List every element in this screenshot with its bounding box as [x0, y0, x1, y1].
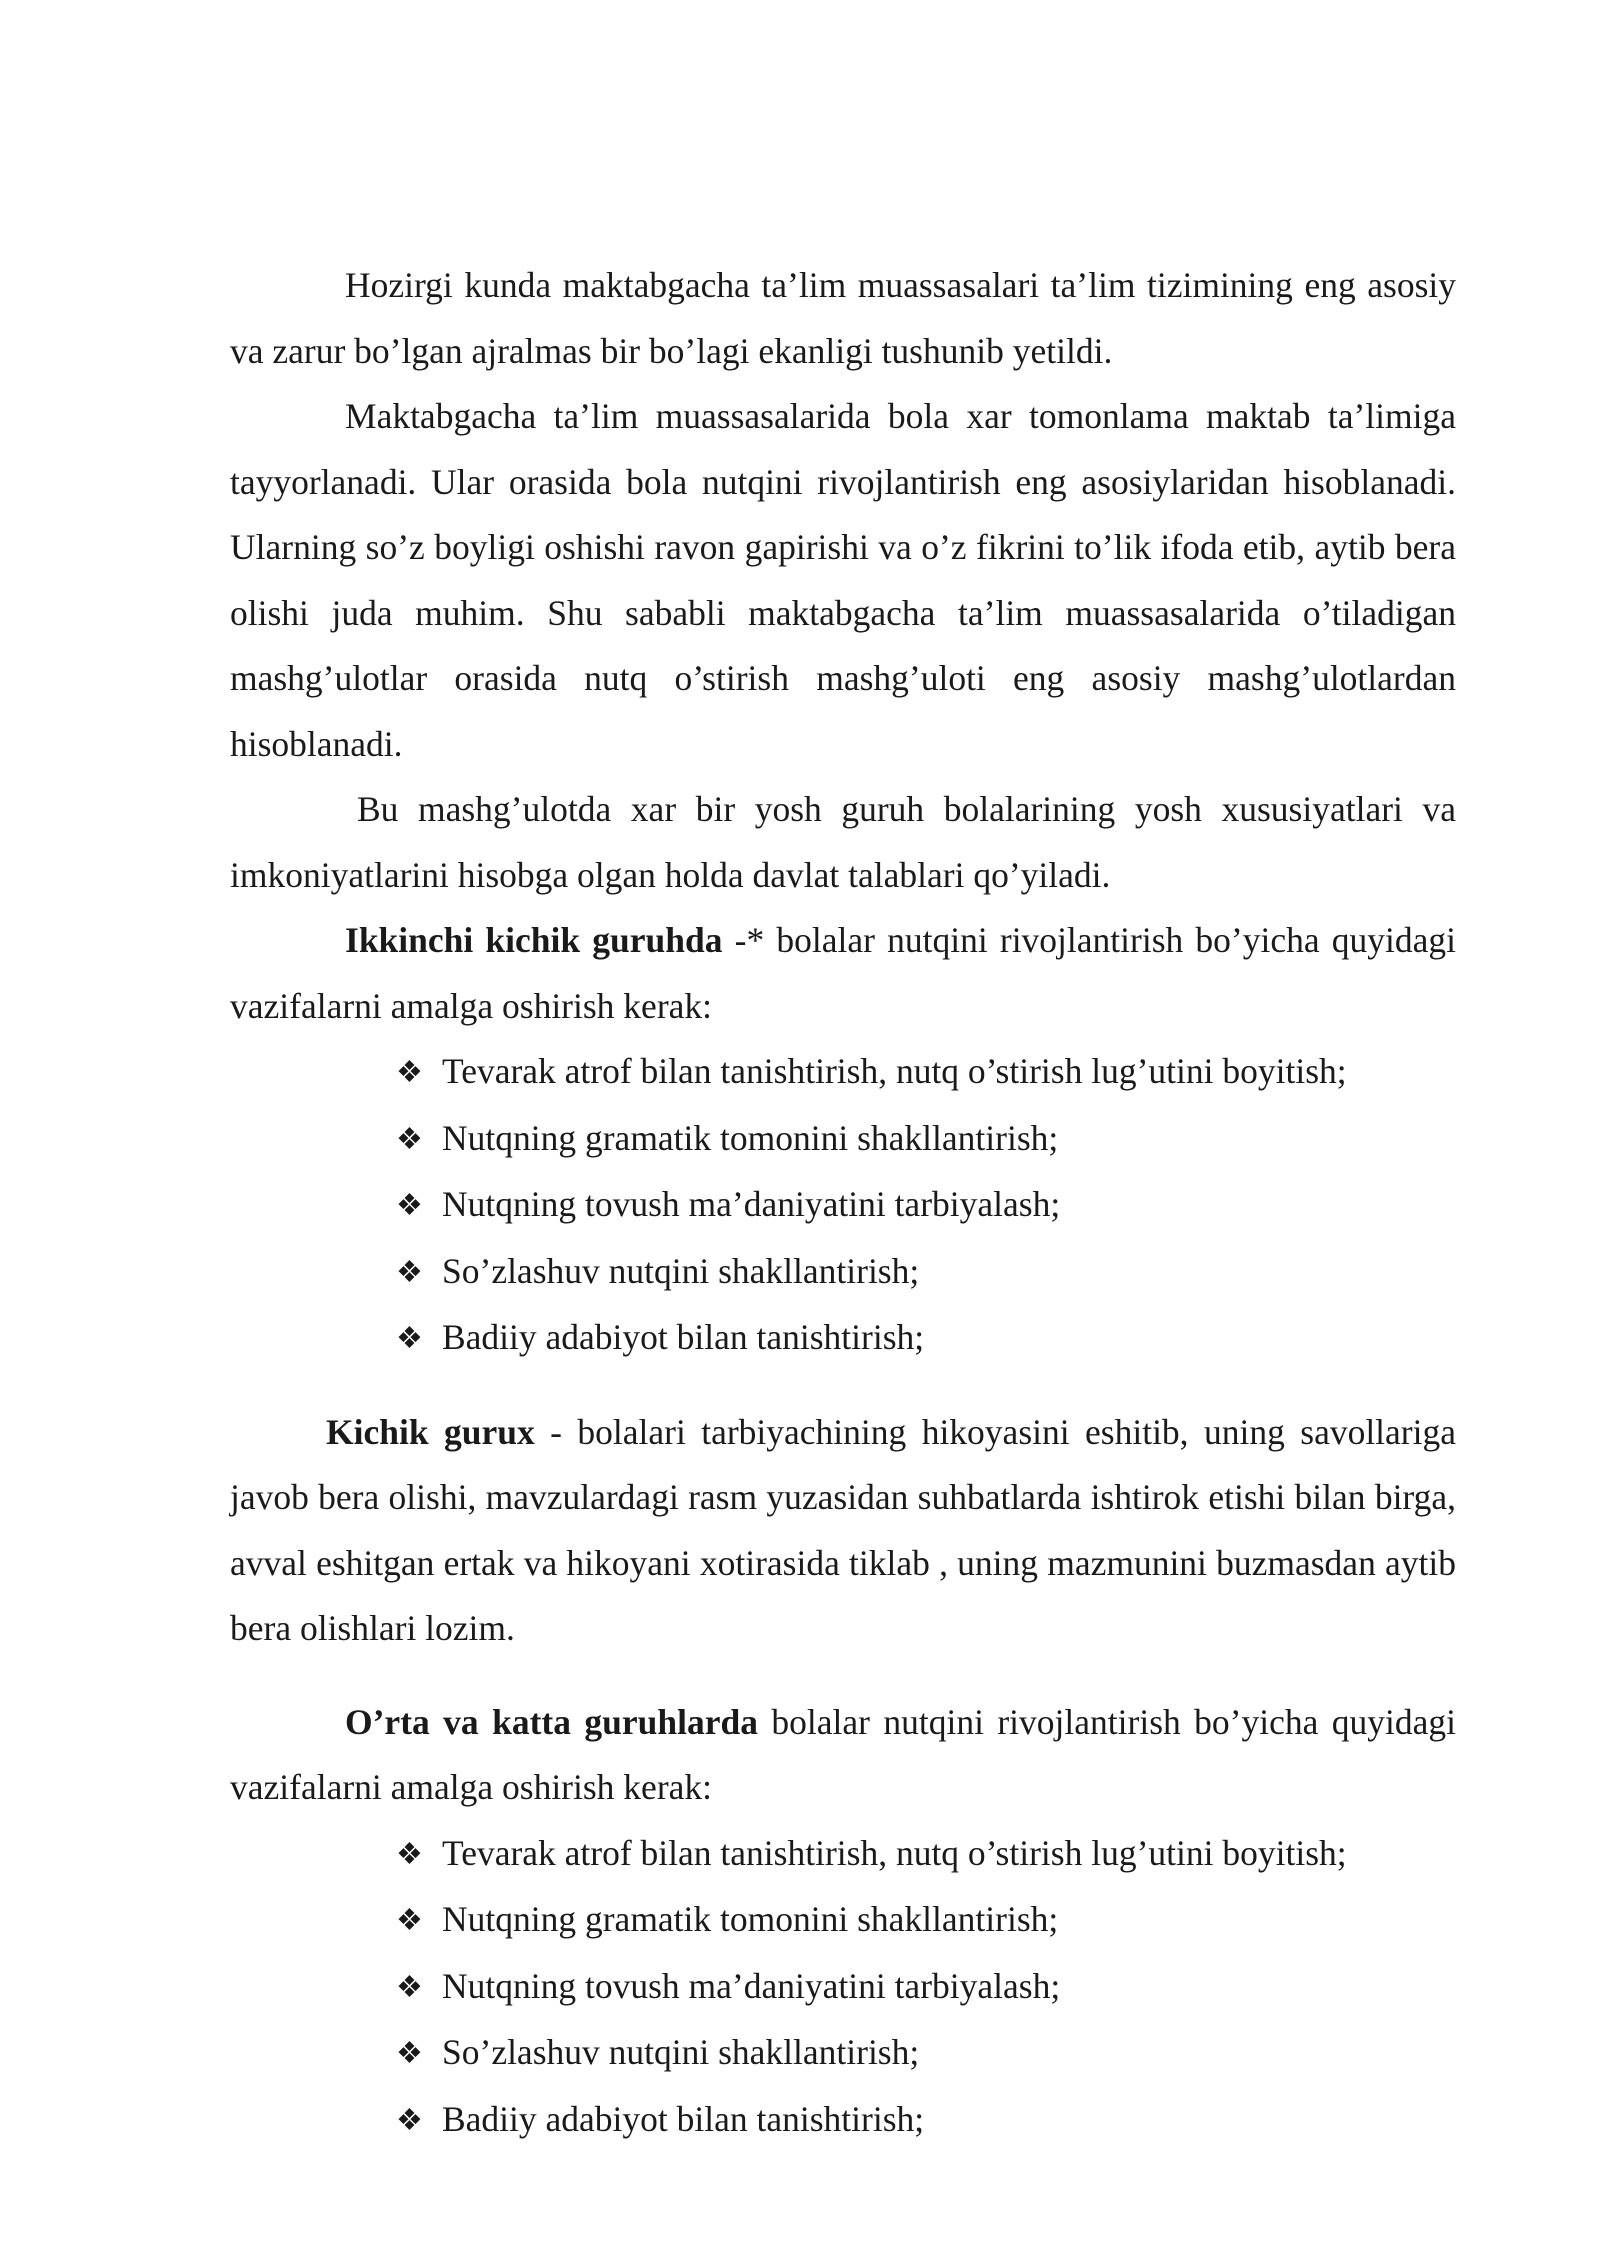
- paragraph-small-group: [230, 1400, 1456, 1662]
- heading-second-small-group: Ikkinchi kichik guruhda: [345, 920, 723, 960]
- paragraph-intro-1: Hozirgi kunda maktabgacha ta’lim muassasalari ta’lim tizimining eng asosiy va zarur bo’lgan ajralmas bir bo’lagi ekanligi tushunib yetildi.: [230, 265, 1456, 371]
- list-item: [396, 1887, 1456, 1954]
- list-item-text: Tevarak atrof bilan tanishtirish, nutq o’stirish lug’utini boyitish;: [442, 1832, 1347, 1873]
- list-item-text: Nutqning tovush ma’daniyatini tarbiyalash;: [442, 1184, 1061, 1224]
- text-middle-senior-groups: bolalar nutqini rivojlantirish bo’yicha quyidagi vazifalarni amalga oshirish kerak:: [230, 1701, 1456, 1807]
- list-item: [396, 1305, 1456, 1372]
- list-item-text: Badiiy adabiyot bilan tanishtirish;: [442, 2098, 925, 2139]
- list-item-text: So’zlashuv nutqini shakllantirish;: [442, 1250, 920, 1291]
- four-diamond-bullet-icon: ❖: [396, 1255, 423, 1289]
- list-item: [396, 2020, 1456, 2087]
- four-diamond-bullet-icon: ❖: [396, 1904, 423, 1937]
- paragraph-intro-2: Maktabgacha ta’lim muassasalarida bola xar tomonlama maktab ta’limiga tayyorlanadi. Ular orasida bola nutqini rivojlantirish eng asosiylaridan hisoblanadi. Ularning so’z boyligi oshishi ravon gapirishi va o’z fikrini to’lik ifoda etib, aytib bera olishi juda muhim. Shu sababli maktabgacha ta’lim muassasalarida o’tiladigan mashg’ulotlar orasida nutq o’stirish mashg’uloti eng asosiy mashg’ulotlardan hisoblanadi.: [230, 396, 1456, 764]
- bullet-list-second-small-group: [230, 1039, 1456, 1372]
- four-diamond-bullet-icon: ❖: [396, 2037, 423, 2070]
- four-diamond-bullet-icon: ❖: [396, 1837, 423, 1871]
- text-small-group: - bolalari tarbiyachining hikoyasini eshitib, uning savollariga javob bera olishi, mavzulardagi rasm yuzasidan suhbatlarda ishtirok etishi bilan birga, avval eshitgan ertak va hikoyani xotirasida tiklab , uning mazmunini buzmasdan aytib bera olishlari lozim.: [230, 1411, 1456, 1648]
- heading-small-group: Kichik gurux: [326, 1411, 535, 1452]
- list-item: [396, 1172, 1456, 1239]
- four-diamond-bullet-icon: ❖: [396, 2103, 423, 2137]
- heading-middle-senior-groups: O’rta va katta guruhlarda: [345, 1701, 758, 1742]
- four-diamond-bullet-icon: ❖: [396, 1056, 423, 1089]
- list-item-text: So’zlashuv nutqini shakllantirish;: [442, 2032, 920, 2072]
- document-page: [230, 253, 1456, 2153]
- four-diamond-bullet-icon: ❖: [396, 1322, 423, 1355]
- paragraph-second-small-group: [230, 908, 1456, 1039]
- list-item: [396, 1106, 1456, 1173]
- list-item: [396, 1039, 1456, 1106]
- list-item: [396, 1821, 1456, 1888]
- paragraph-middle-senior-groups: [230, 1690, 1456, 1821]
- list-item-text: Tevarak atrof bilan tanishtirish, nutq o’stirish lug’utini boyitish;: [442, 1051, 1347, 1091]
- list-item-text: Badiiy adabiyot bilan tanishtirish;: [442, 1317, 925, 1357]
- paragraph-intro-3: Bu mashg’ulotda xar bir yosh guruh bolalarining yosh xususiyatlari va imkoniyatlarini hisobga olgan holda davlat talablari qo’yiladi.: [230, 789, 1456, 895]
- four-diamond-bullet-icon: ❖: [396, 1122, 423, 1156]
- list-item-text: Nutqning tovush ma’daniyatini tarbiyalash;: [442, 1965, 1061, 2006]
- list-item: [396, 1239, 1456, 1306]
- spacer: [230, 1372, 1456, 1400]
- spacer: [230, 1662, 1456, 1690]
- list-item: [396, 2087, 1456, 2154]
- list-item-text: Nutqning gramatik tomonini shakllantirish;: [442, 1899, 1059, 1939]
- four-diamond-bullet-icon: ❖: [396, 1970, 423, 2004]
- text-second-small-group: -* bolalar nutqini rivojlantirish bo’yicha quyidagi vazifalarni amalga oshirish kerak:: [230, 920, 1457, 1026]
- bullet-list-middle-senior-groups: [230, 1821, 1456, 2154]
- list-item: [396, 1954, 1456, 2021]
- four-diamond-bullet-icon: ❖: [396, 1189, 423, 1222]
- list-item-text: Nutqning gramatik tomonini shakllantirish;: [442, 1117, 1059, 1158]
